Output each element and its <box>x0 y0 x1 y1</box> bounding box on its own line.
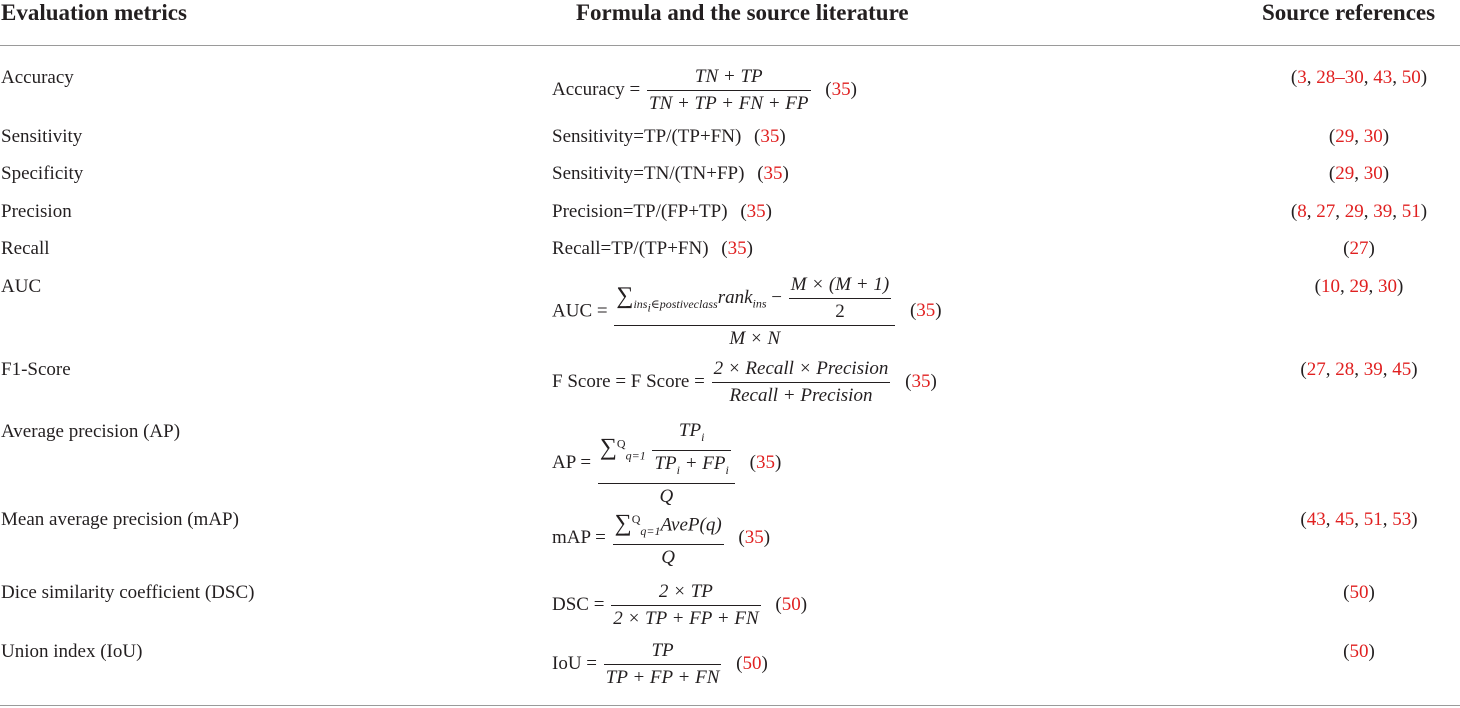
reference-punct: ) <box>1420 67 1428 88</box>
reference-punct: , <box>1354 163 1364 184</box>
refs-cell[interactable] <box>1291 201 1427 223</box>
formula-text: Recall=TP/(TP+FN) <box>552 238 709 259</box>
reference-link[interactable]: 8 <box>1297 201 1307 222</box>
formula-citation[interactable]: (50) <box>775 593 808 615</box>
reference-punct: , <box>1382 509 1393 530</box>
fraction-denominator: Q <box>598 483 735 510</box>
fraction <box>613 506 724 571</box>
reference-link[interactable]: 10 <box>1321 276 1340 297</box>
sum-symbol: ∑ <box>616 282 634 309</box>
formula-citation[interactable]: (35) <box>825 78 857 100</box>
metric-label: F1-Score <box>1 359 71 380</box>
reference-punct: , <box>1354 509 1364 530</box>
reference-punct: ( <box>1290 67 1298 88</box>
header-rule <box>0 45 1460 46</box>
reference-punct: ( <box>1300 509 1307 530</box>
formula-text: Sensitivity=TP/(TP+FN) <box>552 126 742 147</box>
reference-punct: ) <box>1411 509 1418 530</box>
inner-fraction: $\frac{TP_i}{TP_i + FP_i}$ <box>652 418 730 483</box>
fraction-numerator: ∑$^Q_{q=1}$AveP(q) <box>614 510 722 539</box>
metric-label: Recall <box>1 238 50 259</box>
fraction-denominator: 2 × TP + FP + FN <box>611 605 760 632</box>
fraction <box>598 418 735 510</box>
formula-lhs: IoU = <box>552 652 598 674</box>
inner-fraction: $\frac{M \times (M + 1)}{2}$ <box>789 272 891 325</box>
footer-rule <box>0 705 1460 706</box>
reference-link[interactable]: 27 <box>1349 238 1369 259</box>
formula-lhs: mAP = <box>552 526 606 548</box>
refs-cell[interactable] <box>1315 276 1404 298</box>
reference-punct: ) <box>1368 238 1375 259</box>
reference-link[interactable]: 43 <box>1306 509 1326 530</box>
reference-punct: , <box>1354 359 1364 380</box>
reference-link[interactable]: 28 <box>1335 359 1355 380</box>
fraction <box>712 356 891 409</box>
formula-citation[interactable]: (35) <box>757 163 789 184</box>
metric-label: Sensitivity <box>1 126 83 147</box>
metric-label: Accuracy <box>1 67 74 88</box>
metric-label: Mean average precision (mAP) <box>1 509 239 530</box>
fraction <box>647 64 811 117</box>
header-formula: Formula and the source literature <box>576 0 909 25</box>
fraction-numerator: TP <box>651 640 674 661</box>
formula-cell <box>552 356 937 409</box>
fraction-numerator: 2 × Recall × Precision <box>713 358 889 379</box>
reference-link[interactable]: 43 <box>1373 67 1393 88</box>
reference-link[interactable]: 29 <box>1335 126 1355 147</box>
refs-cell[interactable] <box>1343 238 1375 260</box>
header-refs: Source references <box>1262 0 1436 25</box>
reference-link[interactable]: 29 <box>1349 276 1369 297</box>
reference-link[interactable]: 50 <box>1349 582 1369 603</box>
formula-citation[interactable]: (35) <box>905 370 937 392</box>
reference-punct: ( <box>1314 276 1321 297</box>
reference-link[interactable]: 51 <box>1401 201 1421 222</box>
reference-punct: ) <box>1382 126 1390 147</box>
formula-cell <box>552 238 753 260</box>
reference-punct: , <box>1392 201 1402 222</box>
reference-link[interactable]: 53 <box>1392 509 1412 530</box>
fraction <box>611 579 760 632</box>
fraction-numerator: ∑$^Q_{q=1}$ $\frac{TP_i}{TP_i + FP_i}$ <box>598 418 735 483</box>
formula-cell <box>552 163 789 185</box>
reference-link[interactable]: 50 <box>1349 641 1369 662</box>
formula-cell <box>552 638 768 691</box>
formula-cell <box>552 506 770 571</box>
reference-link[interactable]: 29 <box>1344 201 1364 222</box>
fraction-denominator: Recall + Precision <box>712 382 891 409</box>
fraction-denominator: TN + TP + FN + FP <box>647 90 811 117</box>
reference-punct: ) <box>1368 582 1375 603</box>
formula-text: Precision=TP/(FP+TP) <box>552 201 728 222</box>
formula-citation[interactable]: (35) <box>721 238 753 259</box>
fraction-denominator: Q <box>613 544 724 571</box>
formula-cell <box>552 126 786 148</box>
formula-cell <box>552 201 772 223</box>
refs-cell[interactable] <box>1343 641 1375 663</box>
fraction-numerator: TN + TP <box>694 66 763 87</box>
reference-punct: ( <box>1290 201 1298 222</box>
reference-punct: , <box>1306 201 1317 222</box>
formula-lhs: AP = <box>552 452 592 474</box>
reference-punct: , <box>1363 201 1374 222</box>
refs-cell[interactable] <box>1300 509 1417 531</box>
formula-citation[interactable]: (50) <box>736 652 768 674</box>
metric-label: Union index (IoU) <box>1 641 143 662</box>
reference-punct: ( <box>1343 641 1350 662</box>
refs-cell[interactable] <box>1300 359 1417 381</box>
reference-punct: ( <box>1328 126 1336 147</box>
formula-citation[interactable]: (35) <box>754 126 786 147</box>
fraction-numerator: 2 × TP <box>658 581 713 602</box>
metric-label: Dice similarity coefficient (DSC) <box>1 582 255 603</box>
reference-link[interactable]: 39 <box>1373 201 1393 222</box>
metric-label: AUC <box>1 276 42 297</box>
reference-punct: ( <box>1343 582 1350 603</box>
refs-cell[interactable] <box>1329 126 1389 148</box>
reference-punct: ) <box>1382 163 1390 184</box>
reference-punct: ( <box>1343 238 1350 259</box>
reference-link[interactable]: 30 <box>1363 163 1383 184</box>
refs-cell[interactable] <box>1291 67 1427 89</box>
formula-cell <box>552 418 781 510</box>
fraction <box>604 638 722 691</box>
fraction <box>614 272 895 352</box>
reference-link[interactable]: 3 <box>1297 67 1307 88</box>
reference-link[interactable]: 45 <box>1335 509 1355 530</box>
reference-punct: ) <box>1368 641 1375 662</box>
reference-link[interactable]: 50 <box>1401 67 1421 88</box>
formula-cell <box>552 272 942 352</box>
reference-punct: , <box>1340 276 1350 297</box>
reference-punct: , <box>1363 67 1374 88</box>
reference-punct: , <box>1335 201 1345 222</box>
formula-cell <box>552 64 857 117</box>
reference-punct: ) <box>1420 201 1428 222</box>
header-metrics: Evaluation metrics <box>1 0 187 25</box>
reference-punct: , <box>1392 67 1402 88</box>
reference-link[interactable]: 51 <box>1363 509 1383 530</box>
reference-punct: ( <box>1300 359 1307 380</box>
formula-lhs: AUC = <box>552 300 608 322</box>
formula-citation[interactable]: (35) <box>749 452 782 474</box>
reference-punct: ( <box>1328 163 1336 184</box>
reference-punct: , <box>1354 126 1364 147</box>
reference-punct: ) <box>1397 276 1404 297</box>
reference-punct: ) <box>1411 359 1418 380</box>
reference-link[interactable]: 27 <box>1316 201 1336 222</box>
refs-cell[interactable] <box>1343 582 1375 604</box>
fraction-denominator: M × N <box>614 325 895 352</box>
reference-link[interactable]: 28–30 <box>1316 67 1364 88</box>
reference-link[interactable]: 27 <box>1306 359 1326 380</box>
formula-cell <box>552 579 807 632</box>
reference-link[interactable]: 30 <box>1363 126 1383 147</box>
reference-punct: , <box>1382 359 1393 380</box>
metric-label: Average precision (AP) <box>1 421 181 442</box>
reference-link[interactable]: 45 <box>1392 359 1412 380</box>
formula-lhs: DSC = <box>552 593 605 615</box>
formula-citation[interactable]: (35) <box>738 526 771 548</box>
metric-label: Precision <box>1 201 72 222</box>
reference-punct: , <box>1325 509 1336 530</box>
reference-punct: , <box>1368 276 1378 297</box>
reference-punct: , <box>1325 359 1336 380</box>
formula-lhs: Accuracy = <box>552 78 641 100</box>
formula-lhs: F Score = F Score = <box>552 370 705 392</box>
reference-link[interactable]: 39 <box>1363 359 1383 380</box>
formula-citation[interactable]: (35) <box>740 201 772 222</box>
fraction-numerator: $\sum_{ins_i\in postiveclass}rank_{ins}$ − $\frac{M \times (M + 1)}{2}$ <box>614 272 895 325</box>
refs-cell[interactable] <box>1329 163 1389 185</box>
reference-link[interactable]: 30 <box>1378 276 1397 297</box>
fraction-denominator: TP + FP + FN <box>604 664 722 691</box>
formula-citation[interactable]: (35) <box>909 300 942 322</box>
formula-text: Sensitivity=TN/(TN+FP) <box>552 163 745 184</box>
sum-symbol: ∑ <box>599 434 617 461</box>
metric-label: Specificity <box>1 163 84 184</box>
sum-symbol: ∑ <box>614 510 632 537</box>
reference-link[interactable]: 29 <box>1335 163 1355 184</box>
reference-punct: , <box>1306 67 1317 88</box>
